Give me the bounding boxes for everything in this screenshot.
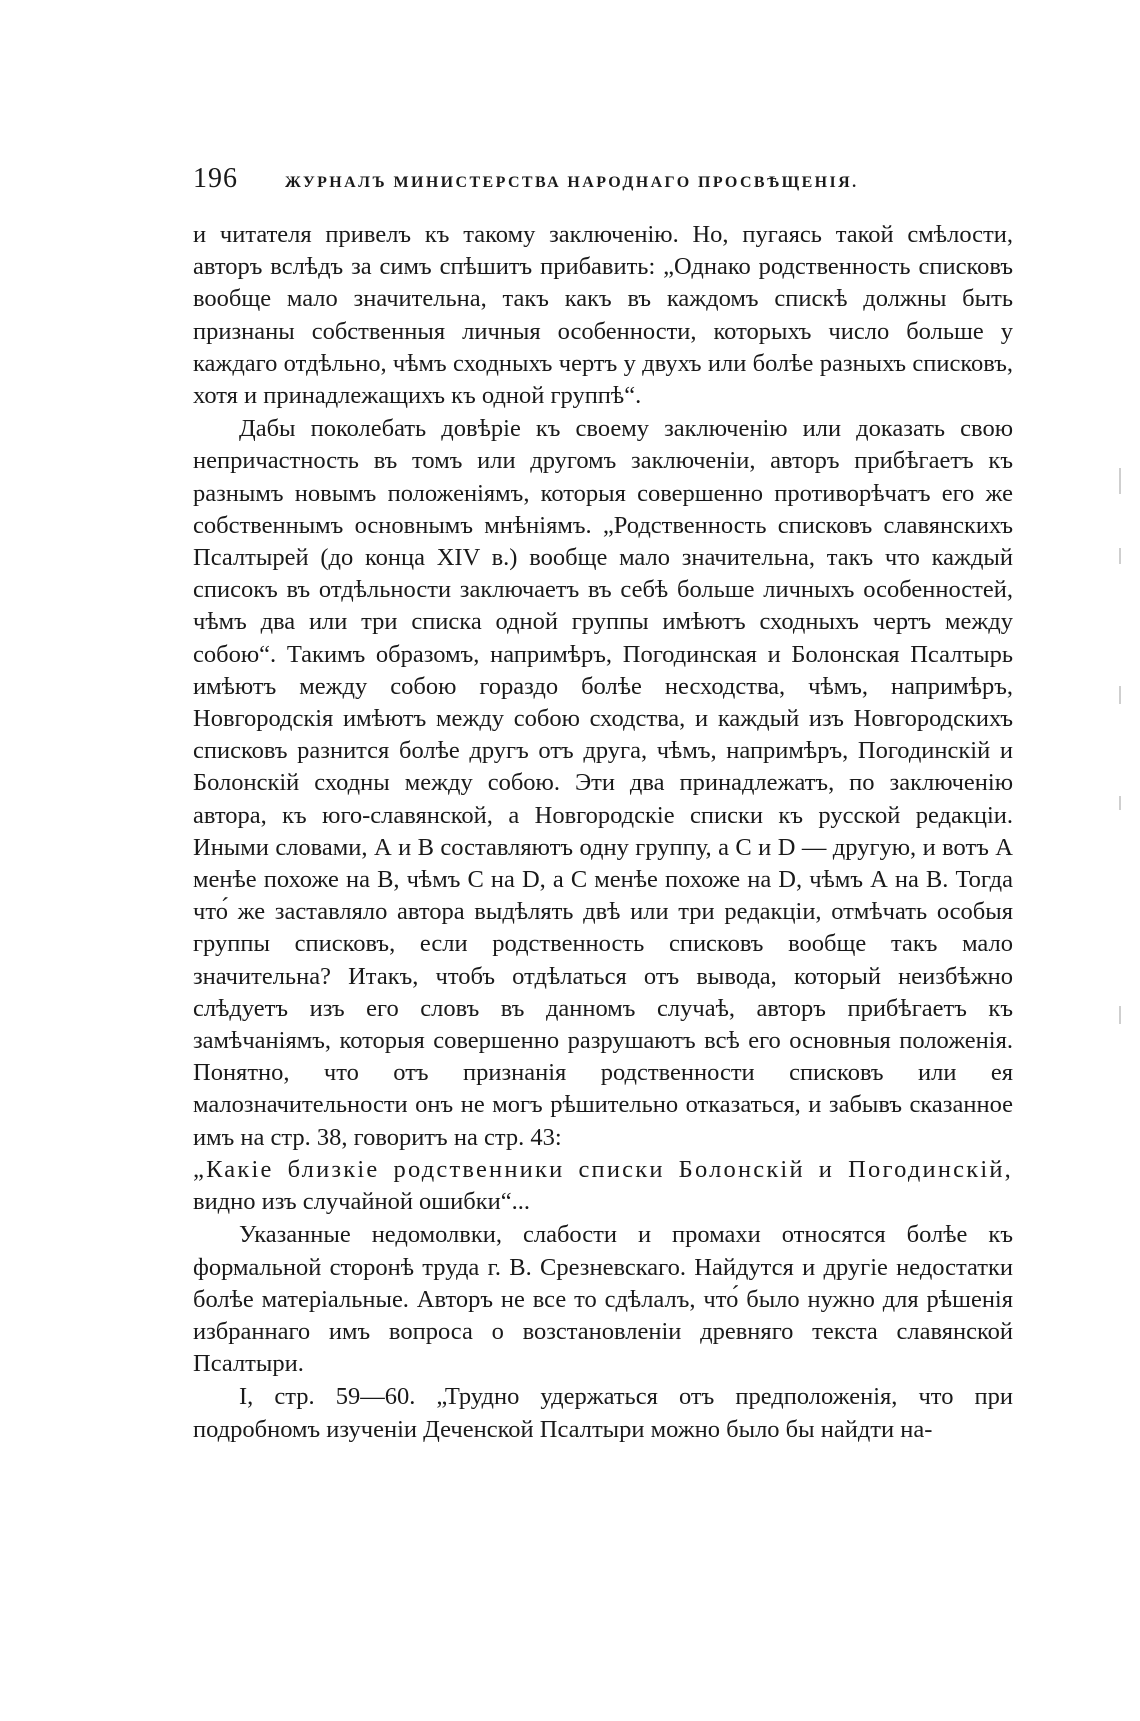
quote-tail: видно изъ случайной ошибки“...: [193, 1188, 531, 1216]
paragraph-1: и читателя привелъ къ такому заключенію. Но, пугаясь такой смѣлости, авторъ вслѣдъ за симъ спѣшитъ прибавить: „Однако родственность списковъ вообще мало значительна, такъ какъ въ каждомъ спискѣ должны быть признаны собственныя личныя особенности, которыхъ число больше у каждаго отдѣльно, чѣмъ сходныхъ чертъ у двухъ или болѣе разныхъ списковъ, хотя и принадлежащихъ къ одной группѣ“.: [193, 221, 1013, 410]
paragraph-2: Дабы поколебать довѣріе къ своему заключенію или доказать свою непричастность въ томъ или другомъ заключеніи, авторъ прибѣгаетъ къ разнымъ новымъ положеніямъ, которыя совершенно противорѣчатъ его же собственнымъ основнымъ мнѣніямъ. „Родственность списковъ славянскихъ Псалтырей (до конца XIV в.) вообще мало значительна, такъ что каждый списокъ въ отдѣльности заключаетъ въ себѣ больше личныхъ особенностей, чѣмъ два или три списка одной группы имѣютъ сходныхъ чертъ между собою“. Такимъ образомъ, напримѣръ, Погодинская и Болонская Псалтырь имѣютъ между собою гораздо болѣе несходства, чѣмъ, напримѣръ, Новгородскія имѣютъ между собою сходства, и каждый изъ Новгородскихъ списковъ разнится болѣе другъ отъ друга, чѣмъ, напримѣръ, Погодинскій и Болонскій сходны между собою. Эти два принадлежатъ, по заключенію автора, къ юго-славянской, а Новгородскіе списки къ русской редакціи. Иными словами, А и В составляютъ одну группу, а С и D — другую, и вотъ А менѣе похоже на В, чѣмъ С на D, а С менѣе похоже на D, чѣмъ А на В. Тогда что́ же заставляло автора выдѣлять двѣ или три редакціи, отмѣчать особыя группы списковъ, если родственность списковъ вообще такъ мало значительна? Итакъ, чтобъ отдѣлаться отъ вывода, который неизбѣжно слѣдуетъ изъ его словъ въ данномъ случаѣ, авторъ прибѣгаетъ къ замѣчаніямъ, которыя совершенно разрушаютъ всѣ его основныя положенія. Понятно, что отъ признанія родственности списковъ или ея малозначительности онъ не могъ рѣшительно отказаться, и забывъ сказанное имъ на стр. 38, говоритъ на стр. 43:: [193, 415, 1013, 1151]
scan-edge-mark: [1119, 548, 1121, 564]
running-title: ЖУРНАЛЪ МИНИСТЕРСТВА НАРОДНАГО ПРОСВѢЩЕНІЯ.: [285, 174, 859, 191]
scan-edge-mark: [1119, 686, 1121, 704]
page-number: 196: [193, 163, 238, 194]
body-text: [193, 219, 1013, 1446]
paragraph-4: I, стр. 59—60. „Трудно удержаться отъ предположенія, что при подробномъ изученіи Деченской Псалтыри можно было бы найдти на-: [193, 1383, 1013, 1443]
paragraph-2-quote: [193, 1154, 1013, 1218]
scan-edge-mark: [1119, 1006, 1121, 1024]
quote-spaced-line: „Какіе близкіе родственники списки Болонскій и Погодинскій,: [193, 1155, 1013, 1183]
scan-edge-mark: [1119, 796, 1121, 810]
paragraph-3: Указанные недомолвки, слабости и промахи относятся болѣе къ формальной сторонѣ труда г. В. Срезневскаго. Найдутся и другіе недостатки болѣе матеріальные. Авторъ не все то сдѣлалъ, что́ было нужно для рѣшенія избраннаго имъ вопроса о возстановленіи древняго текста славянской Псалтыри.: [193, 1221, 1013, 1378]
page-header: [193, 163, 1018, 203]
scan-edge-mark: [1119, 468, 1121, 494]
